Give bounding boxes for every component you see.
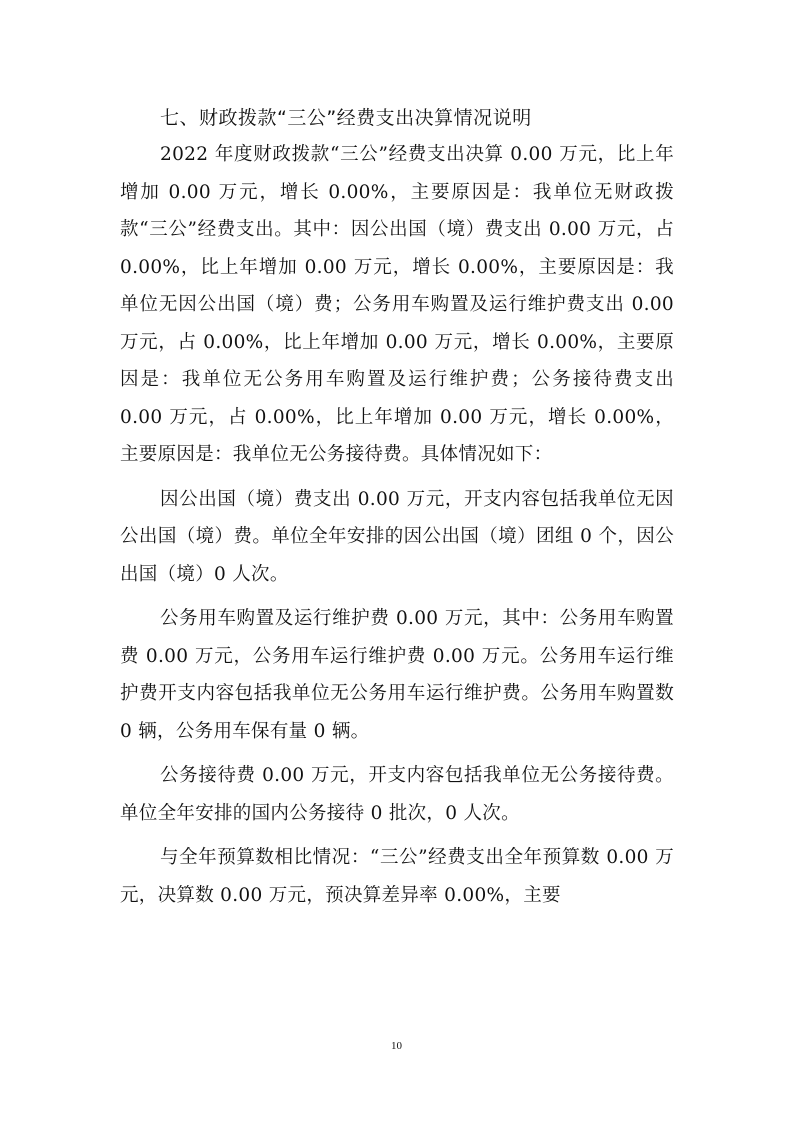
paragraph-official-vehicles: 公务用车购置及运行维护费 0.00 万元，其中：公务用车购置费 0.00 万元，公务用车运行维护费 0.00 万元。公务用车运行维护费开支内容包括我单位无公务用车运行维护费。公务用车购置数 0 辆，公务用车保有量 0 辆。 bbox=[120, 608, 674, 742]
paragraph-summary: 2022 年度财政拨款“三公”经费支出决算 0.00 万元，比上年增加 0.00 万元，增长 0.00%，主要原因是：我单位无财政拨款“三公”经费支出。其中：因公出国（境）费支出 0.00 万元，占 0.00%，比上年增加 0.00 万元，增长 0.00%，主要原因是：我单位无因公出国（境）费；公务用车购置及运行维护费支出 0.00 万元，占 0.00%，比上年增加 0.00 万元，增长 0.00%，主要原因是：我单位无公务用车购置及运行维护费；公务接待费支出 0.00 万元，占 0.00%，比上年增加 0.00 万元，增长 0.00%，主要原因是：我单位无公务接待费。具体情况如下： bbox=[120, 144, 674, 465]
page-number: 10 bbox=[391, 1040, 402, 1052]
paragraph-official-reception: 公务接待费 0.00 万元，开支内容包括我单位无公务接待费。单位全年安排的国内公务接待 0 批次，0 人次。 bbox=[120, 765, 674, 824]
paragraph-overseas-travel: 因公出国（境）费支出 0.00 万元，开支内容包括我单位无因公出国（境）费。单位全年安排的因公出国（境）团组 0 个，因公出国（境）0 人次。 bbox=[120, 488, 674, 585]
paragraph-budget-comparison: 与全年预算数相比情况：“三公”经费支出全年预算数 0.00 万元，决算数 0.00 万元，预决算差异率 0.00%，主要 bbox=[120, 847, 674, 906]
document-page bbox=[120, 102, 674, 921]
section-heading: 七、财政拨款“三公”经费支出决算情况说明 bbox=[160, 107, 532, 129]
